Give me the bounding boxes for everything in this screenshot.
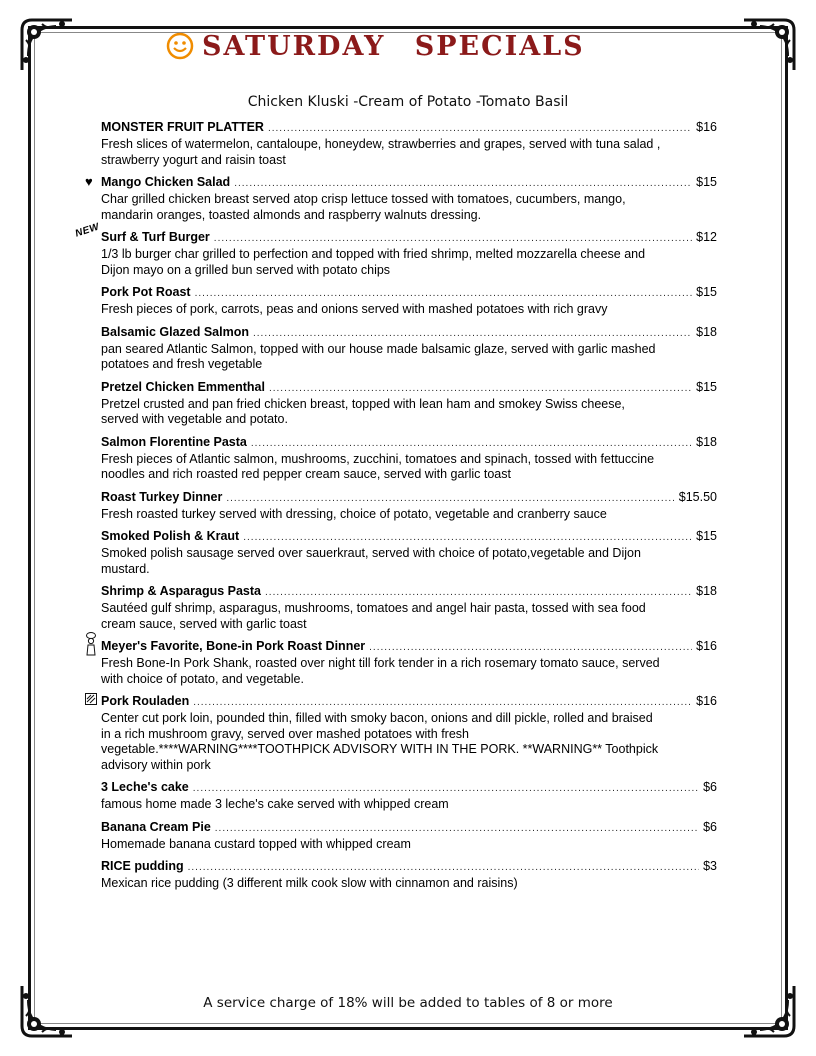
item-description: Fresh pieces of pork, carrots, peas and onions served with mashed potatoes with rich gravy bbox=[101, 302, 608, 316]
item-name: Roast Turkey Dinner bbox=[101, 489, 223, 504]
item-name: Banana Cream Pie bbox=[101, 819, 211, 834]
item-description: Fresh pieces of Atlantic salmon, mushrooms, zucchini, tomatoes and spinach, tossed with fettuccine noodles and rich roasted red pepper cream sauce, served with garlic toast bbox=[101, 451, 655, 481]
item-price: $18 bbox=[696, 584, 717, 598]
item-name: Pork Rouladen bbox=[101, 694, 190, 708]
dot-leader bbox=[369, 640, 692, 656]
item-name: Pretzel Chicken Emmenthal bbox=[101, 379, 265, 394]
menu-item bbox=[101, 119, 717, 168]
menu-item bbox=[101, 528, 717, 577]
item-description: Fresh Bone-In Pork Shank, roasted over night till fork tender in a rich rosemary tomato sauce, served with choice of potato, and vegetable. bbox=[101, 656, 660, 686]
dot-leader bbox=[243, 530, 692, 546]
chef-icon bbox=[85, 632, 97, 656]
item-price: $3 bbox=[703, 859, 717, 873]
menu-item bbox=[101, 693, 717, 773]
smiley-icon bbox=[166, 32, 194, 60]
ornament-corner-icon bbox=[18, 982, 76, 1040]
menu-item bbox=[101, 284, 717, 318]
item-price: $6 bbox=[703, 780, 717, 794]
item-name: Mango Chicken Salad bbox=[101, 175, 231, 189]
item-name: Shrimp & Asparagus Pasta bbox=[101, 584, 262, 598]
menu-item bbox=[73, 221, 717, 278]
dot-leader bbox=[188, 860, 699, 876]
item-description: Mexican rice pudding (3 different milk cook slow with cinnamon and raisins) bbox=[101, 876, 518, 890]
ornament-corner-icon bbox=[740, 982, 798, 1040]
item-description: Fresh roasted turkey served with dressing, choice of potato, vegetable and cranberry sauce bbox=[101, 506, 607, 521]
menu-item bbox=[85, 174, 717, 223]
menu-item bbox=[101, 638, 717, 687]
item-name: Balsamic Glazed Salmon bbox=[101, 324, 249, 339]
item-description: Fresh slices of watermelon, cantaloupe, honeydew, strawberries and grapes, served with tuna salad , strawberry yogurt and raisin toast bbox=[101, 137, 661, 167]
item-price: $16 bbox=[696, 120, 717, 134]
item-name: Pork Pot Roast bbox=[101, 285, 191, 299]
heart-icon: ♥ bbox=[85, 174, 93, 189]
menu-item bbox=[101, 779, 717, 813]
menu-item bbox=[101, 489, 717, 523]
menu-item bbox=[101, 858, 717, 892]
item-name: Salmon Florentine Pasta bbox=[101, 434, 247, 449]
item-name: Meyer's Favorite, Bone-in Pork Roast Dinner bbox=[101, 639, 366, 653]
item-name: MONSTER FRUIT PLATTER bbox=[101, 120, 264, 134]
item-description: Char grilled chicken breast served atop crisp lettuce tossed with tomatoes, cucumbers, mango, mandarin oranges, toasted almonds and raspberry walnuts dressing. bbox=[101, 192, 626, 222]
dot-leader bbox=[269, 381, 692, 397]
item-price: $15 bbox=[696, 379, 717, 394]
dot-leader bbox=[226, 491, 674, 507]
dot-leader bbox=[214, 231, 692, 247]
item-description: Homemade banana custard topped with whipped cream bbox=[101, 836, 411, 851]
service-charge-note: A service charge of 18% will be added to tables of 8 or more bbox=[203, 995, 613, 1011]
ornament-corner-icon bbox=[740, 16, 798, 74]
dot-leader bbox=[193, 695, 692, 711]
item-name: RICE pudding bbox=[101, 859, 184, 873]
item-price: $15 bbox=[696, 175, 717, 189]
new-badge: NEW bbox=[73, 221, 101, 240]
ornament-corner-icon bbox=[18, 16, 76, 74]
menu-item bbox=[101, 583, 717, 632]
item-description: pan seared Atlantic Salmon, topped with our house made balsamic glaze, served with garlic mashed potatoes and fresh vegetable bbox=[101, 341, 656, 371]
item-price: $18 bbox=[696, 434, 717, 449]
dot-leader bbox=[265, 585, 692, 601]
item-price: $15 bbox=[696, 529, 717, 543]
menu-item bbox=[101, 324, 717, 373]
item-name: 3 Leche's cake bbox=[101, 780, 189, 794]
item-description: Sautéed gulf shrimp, asparagus, mushrooms, tomatoes and angel hair pasta, tossed with sea food cream sauce, served with garlic toast bbox=[101, 601, 646, 631]
dot-leader bbox=[234, 176, 692, 192]
item-price: $12 bbox=[696, 230, 717, 244]
item-price: $6 bbox=[703, 819, 717, 834]
item-price: $15 bbox=[696, 285, 717, 299]
title-row bbox=[166, 26, 585, 66]
dot-leader bbox=[253, 326, 692, 342]
grill-icon bbox=[85, 693, 97, 705]
item-price: $16 bbox=[696, 639, 717, 653]
dot-leader bbox=[195, 286, 693, 302]
item-name: Smoked Polish & Kraut bbox=[101, 529, 240, 543]
page-title: SATURDAY SPECIALS bbox=[202, 30, 585, 62]
item-price: $18 bbox=[696, 324, 717, 339]
dot-leader bbox=[268, 121, 692, 137]
item-price: $16 bbox=[696, 694, 717, 708]
item-description: famous home made 3 leche's cake served with whipped cream bbox=[101, 797, 449, 811]
dot-leader bbox=[251, 436, 692, 452]
soups-of-the-day: Chicken Kluski -Cream of Potato -Tomato Basil bbox=[247, 94, 569, 110]
item-description: Center cut pork loin, pounded thin, filled with smoky bacon, onions and dill pickle, rolled and braised in a rich mushroom gravy, served over mashed potatoes with fresh vegetable.****WARNING****TOOTHPICK ADVISORY WITH IN THE PORK. **WARNING** Toothpick advisory within pork bbox=[101, 711, 659, 772]
menu-item bbox=[101, 379, 717, 428]
dot-leader bbox=[215, 821, 699, 837]
menu-list bbox=[73, 119, 717, 898]
menu-item bbox=[101, 819, 717, 853]
item-description: Pretzel crusted and pan fried chicken breast, topped with lean ham and smokey Swiss cheese, served with vegetable and potato. bbox=[101, 396, 625, 426]
item-description: 1/3 lb burger char grilled to perfection and topped with fried shrimp, melted mozzarella cheese and Dijon mayo on a grilled bun served with potato chips bbox=[101, 247, 646, 277]
item-price: $15.50 bbox=[678, 489, 717, 504]
item-description: Smoked polish sausage served over sauerkraut, served with choice of potato,vegetable and Dijon mustard. bbox=[101, 546, 641, 576]
menu-item bbox=[101, 434, 717, 483]
item-name: Surf & Turf Burger bbox=[101, 230, 210, 244]
dot-leader bbox=[193, 781, 699, 797]
